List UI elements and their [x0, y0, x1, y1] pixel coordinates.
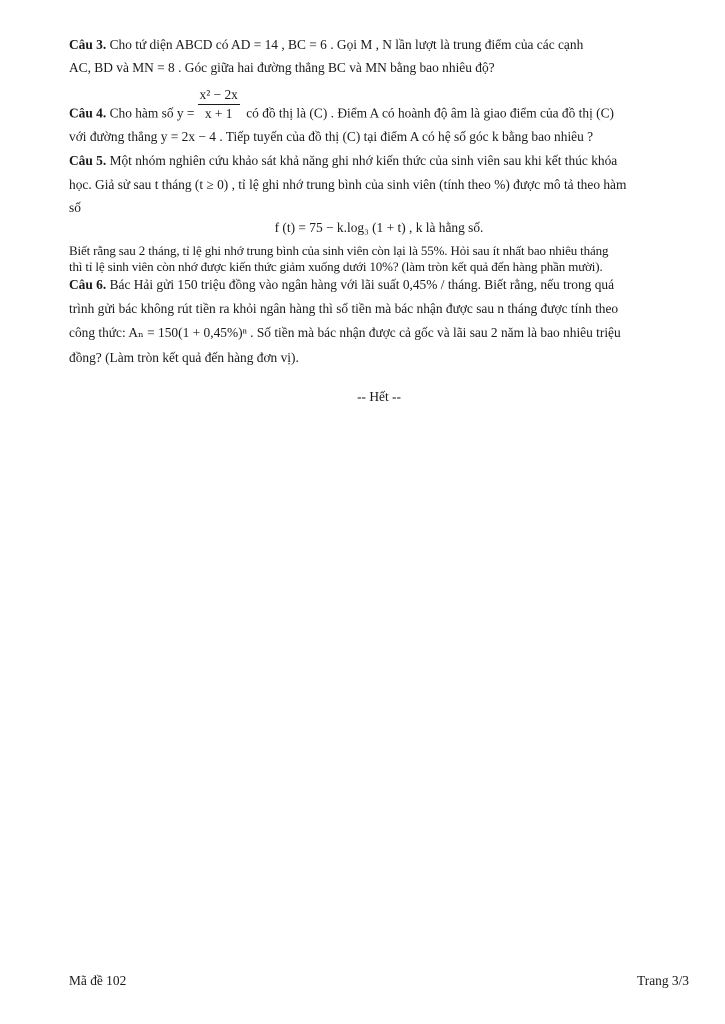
question-6-line-4: đồng? (Làm tròn kết quả đến hàng đơn vị).: [69, 350, 299, 365]
question-5-line-2: học. Giả sử sau t tháng (t ≥ 0) , tỉ lệ ghi nhớ trung bình của sinh viên (tính theo %) được mô tả theo hàm: [69, 177, 627, 192]
question-3-label: Câu 3.: [69, 37, 107, 52]
fraction: $\frac{\text{x² − 2x}}{x + 1}$: [199, 87, 238, 121]
question-5-line-4: Biết rằng sau 2 tháng, tỉ lệ ghi nhớ trung bình của sinh viên còn lại là 55%. Hỏi sau ít nhất bao nhiêu tháng: [69, 243, 609, 258]
question-6-line-2: trình gửi bác không rút tiền ra khỏi ngân hàng thì số tiền mà bác nhận được sau n tháng được tính theo: [69, 301, 619, 316]
question-5-line-1: Câu 5. Một nhóm nghiên cứu khảo sát khả năng ghi nhớ kiến thức của sinh viên sau khi kết thúc khóa: [69, 153, 618, 168]
question-6-line-1: Câu 6. Bác Hải gửi 150 triệu đồng vào ngân hàng với lãi suất 0,45% / tháng. Biết rằng, nếu trong quá: [69, 277, 615, 292]
question-3-line-1: Câu 3. Cho tứ diện ABCD có AD = 14 , BC = 6 . Gọi M , N lần lượt là trung điểm của các cạnh: [69, 37, 584, 52]
question-3-line-2: AC, BD và MN = 8 . Góc giữa hai đường thẳng BC và MN bằng bao nhiêu độ?: [69, 60, 495, 75]
page-number: Trang 3/3: [637, 973, 689, 988]
question-4-line-2: với đường thẳng y = 2x − 4 . Tiếp tuyến của đồ thị (C) tại điểm A có hệ số góc k bằng bao nhiêu ?: [69, 129, 594, 144]
question-6-label: Câu 6.: [69, 277, 107, 292]
question-5-line-5: thì tỉ lệ sinh viên còn nhớ được kiến thức giảm xuống dưới 10%? (làm tròn kết quả đến hàng phần mười).: [69, 259, 603, 274]
exam-code: Mã đề 102: [69, 973, 127, 988]
question-5-formula: f (t) = 75 − k.log₃ (1 + t) , k là hằng số.: [274, 220, 484, 235]
question-5-label: Câu 5.: [69, 153, 107, 168]
question-6-line-3: công thức: Aₙ = 150(1 + 0,45%)ⁿ . Số tiền mà bác nhận được cả gốc và lãi sau 2 năm là bao nhiêu triệu: [69, 325, 621, 340]
question-4-line-1: Câu 4. Cho hàm số y = $\frac{\text{x² − 2x}}{x + 1}$ có đồ thị là (C) . Điểm A có hoành độ âm là giao điểm của đồ thị (C): [69, 87, 614, 121]
end-mark: -- Hết --: [357, 389, 401, 404]
question-4-label: Câu 4.: [69, 105, 107, 121]
question-5-line-3: số: [69, 200, 81, 215]
